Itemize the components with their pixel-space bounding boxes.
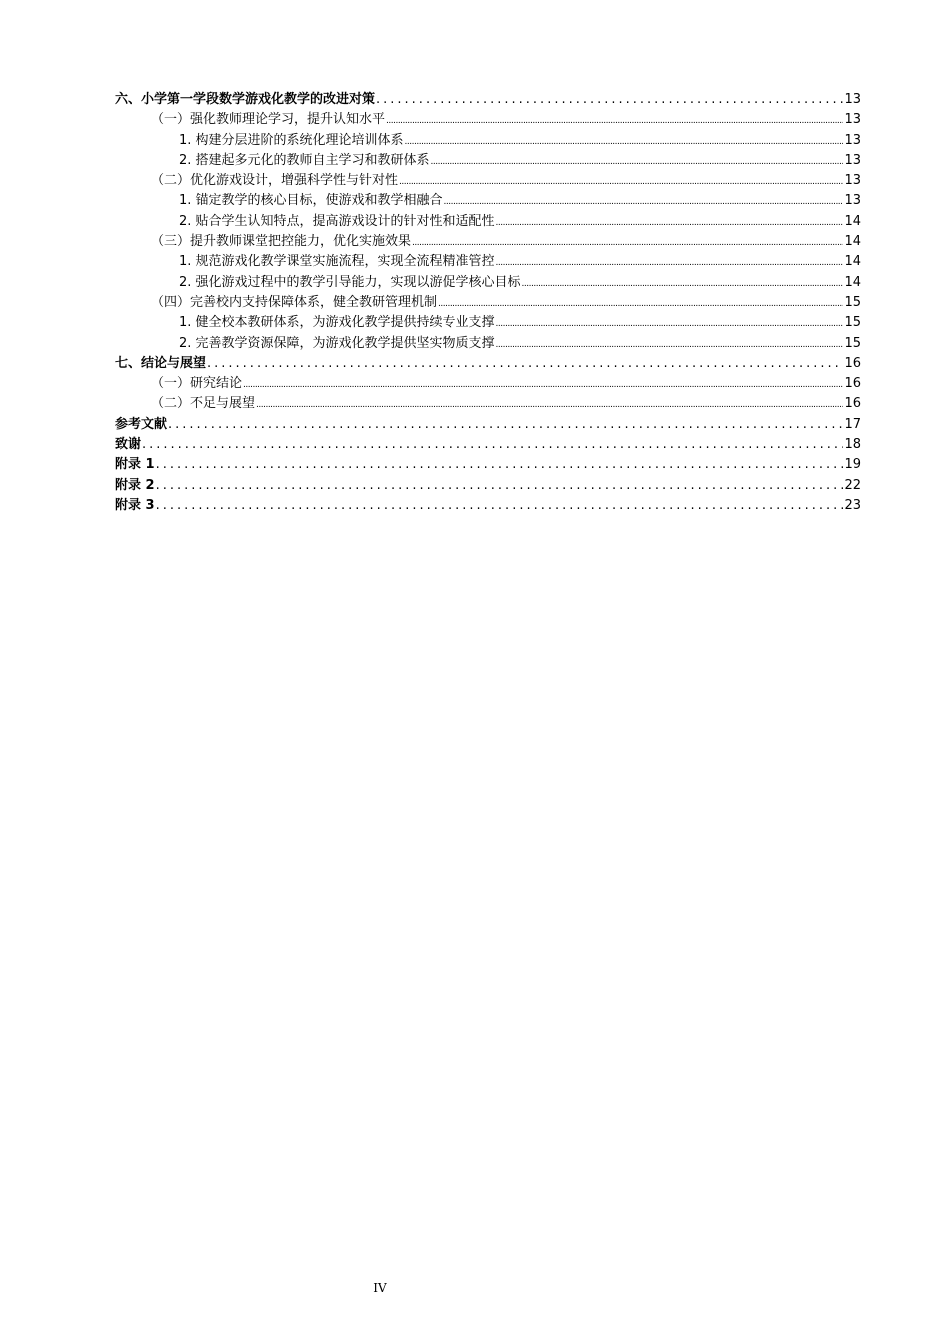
toc-entry-page: 14 [844,254,861,270]
toc-entry[interactable] [115,455,861,475]
toc-entry-page: 13 [844,193,861,209]
toc-entry-title: 附录 3 [115,497,155,513]
toc-dot-leader [496,314,844,334]
toc-entry[interactable] [115,374,861,394]
toc-entry-title: 附录 1 [115,457,155,473]
toc-dot-leader [376,90,843,110]
toc-entry-page: 17 [844,416,861,432]
toc-entry[interactable] [115,293,861,313]
toc-entry-page: 13 [844,132,861,148]
toc-entry-title: 参考文献 [115,416,168,432]
toc-entry[interactable] [115,415,861,435]
toc-entry-page: 16 [844,396,861,412]
toc-entry[interactable] [115,435,861,455]
toc-entry[interactable] [115,232,861,252]
toc-entry-page: 14 [844,274,861,290]
toc-entry[interactable] [115,191,861,211]
toc-entry-page: 15 [844,294,861,310]
toc-dot-leader [412,233,843,253]
page-number: IV [373,1281,387,1295]
toc-entry[interactable] [115,476,861,496]
toc-dot-leader [256,395,843,415]
toc-dot-leader [438,294,843,314]
toc-dot-leader [207,354,843,374]
toc-dot-leader [496,335,844,355]
toc-entry[interactable] [115,313,861,333]
toc-dot-leader [243,375,843,395]
toc-entry-title: 1. 构建分层进阶的系统化理论培训体系 [179,132,404,148]
toc-entry[interactable] [115,131,861,151]
toc-entry-title: 1. 健全校本教研体系，为游戏化教学提供持续专业支撑 [179,315,495,331]
toc-dot-leader [496,253,844,273]
toc-entry-title: 六、小学第一学段数学游戏化教学的改进对策 [115,92,376,107]
toc-entry-title: （二）不足与展望 [151,396,256,412]
toc-dot-leader [399,172,843,192]
toc-dot-leader [522,274,844,294]
toc-entry-page: 23 [844,497,861,513]
toc-entry-page: 15 [844,335,861,351]
toc-entry[interactable] [115,354,861,374]
toc-entry-title: 2. 完善教学资源保障，为游戏化教学提供坚实物质支撑 [179,335,495,351]
toc-entry-title: 附录 2 [115,477,155,493]
toc-entry-title: （三）提升教师课堂把控能力，优化实施效果 [151,234,412,250]
toc-dot-leader [405,132,844,152]
toc-entry-page: 13 [844,152,861,168]
toc-dot-leader [386,111,843,131]
toc-entry[interactable] [115,110,861,130]
toc-entry-page: 16 [844,355,861,371]
toc-entry[interactable] [115,90,861,110]
toc-dot-leader [156,496,844,516]
toc-entry-title: 2. 搭建起多元化的教师自主学习和教研体系 [179,152,430,168]
toc-entry-page: 13 [844,112,861,128]
toc-dot-leader [156,476,844,496]
toc-dot-leader [431,152,844,172]
toc-entry[interactable] [115,252,861,272]
toc-entry-page: 14 [844,234,861,250]
toc-entry[interactable] [115,171,861,191]
toc-entry[interactable] [115,394,861,414]
toc-entry-title: 2. 贴合学生认知特点，提高游戏设计的针对性和适配性 [179,213,495,229]
toc-entry-page: 18 [844,437,861,453]
toc-entry-page: 14 [844,213,861,229]
table-of-contents [115,90,861,516]
toc-entry-title: （四）完善校内支持保障体系，健全教研管理机制 [151,294,438,310]
toc-entry-page: 16 [844,376,861,392]
toc-entry-title: 1. 规范游戏化教学课堂实施流程，实现全流程精准管控 [179,254,495,270]
toc-dot-leader [496,213,844,233]
toc-entry-page: 15 [844,315,861,331]
toc-entry-title: 2. 强化游戏过程中的教学引导能力，实现以游促学核心目标 [179,274,521,290]
toc-entry-title: 1. 锚定教学的核心目标，使游戏和教学相融合 [179,193,443,209]
toc-entry-title: 七、结论与展望 [115,355,207,371]
toc-entry-title: 致谢 [115,437,142,453]
toc-entry-title: （二）优化游戏设计，增强科学性与针对性 [151,173,399,189]
toc-entry[interactable] [115,151,861,171]
toc-dot-leader [168,415,843,435]
toc-entry[interactable] [115,334,861,354]
toc-entry-title: （一）研究结论 [151,376,243,392]
toc-entry-page: 19 [844,457,861,473]
toc-entry[interactable] [115,496,861,516]
toc-dot-leader [444,192,844,212]
toc-dot-leader [142,435,843,455]
toc-entry[interactable] [115,212,861,232]
toc-entry-page: 22 [844,477,861,493]
toc-entry-page: 13 [844,92,861,107]
toc-entry-page: 13 [844,173,861,189]
toc-dot-leader [156,455,844,475]
toc-entry-title: （一）强化教师理论学习，提升认知水平 [151,112,386,128]
toc-entry[interactable] [115,273,861,293]
